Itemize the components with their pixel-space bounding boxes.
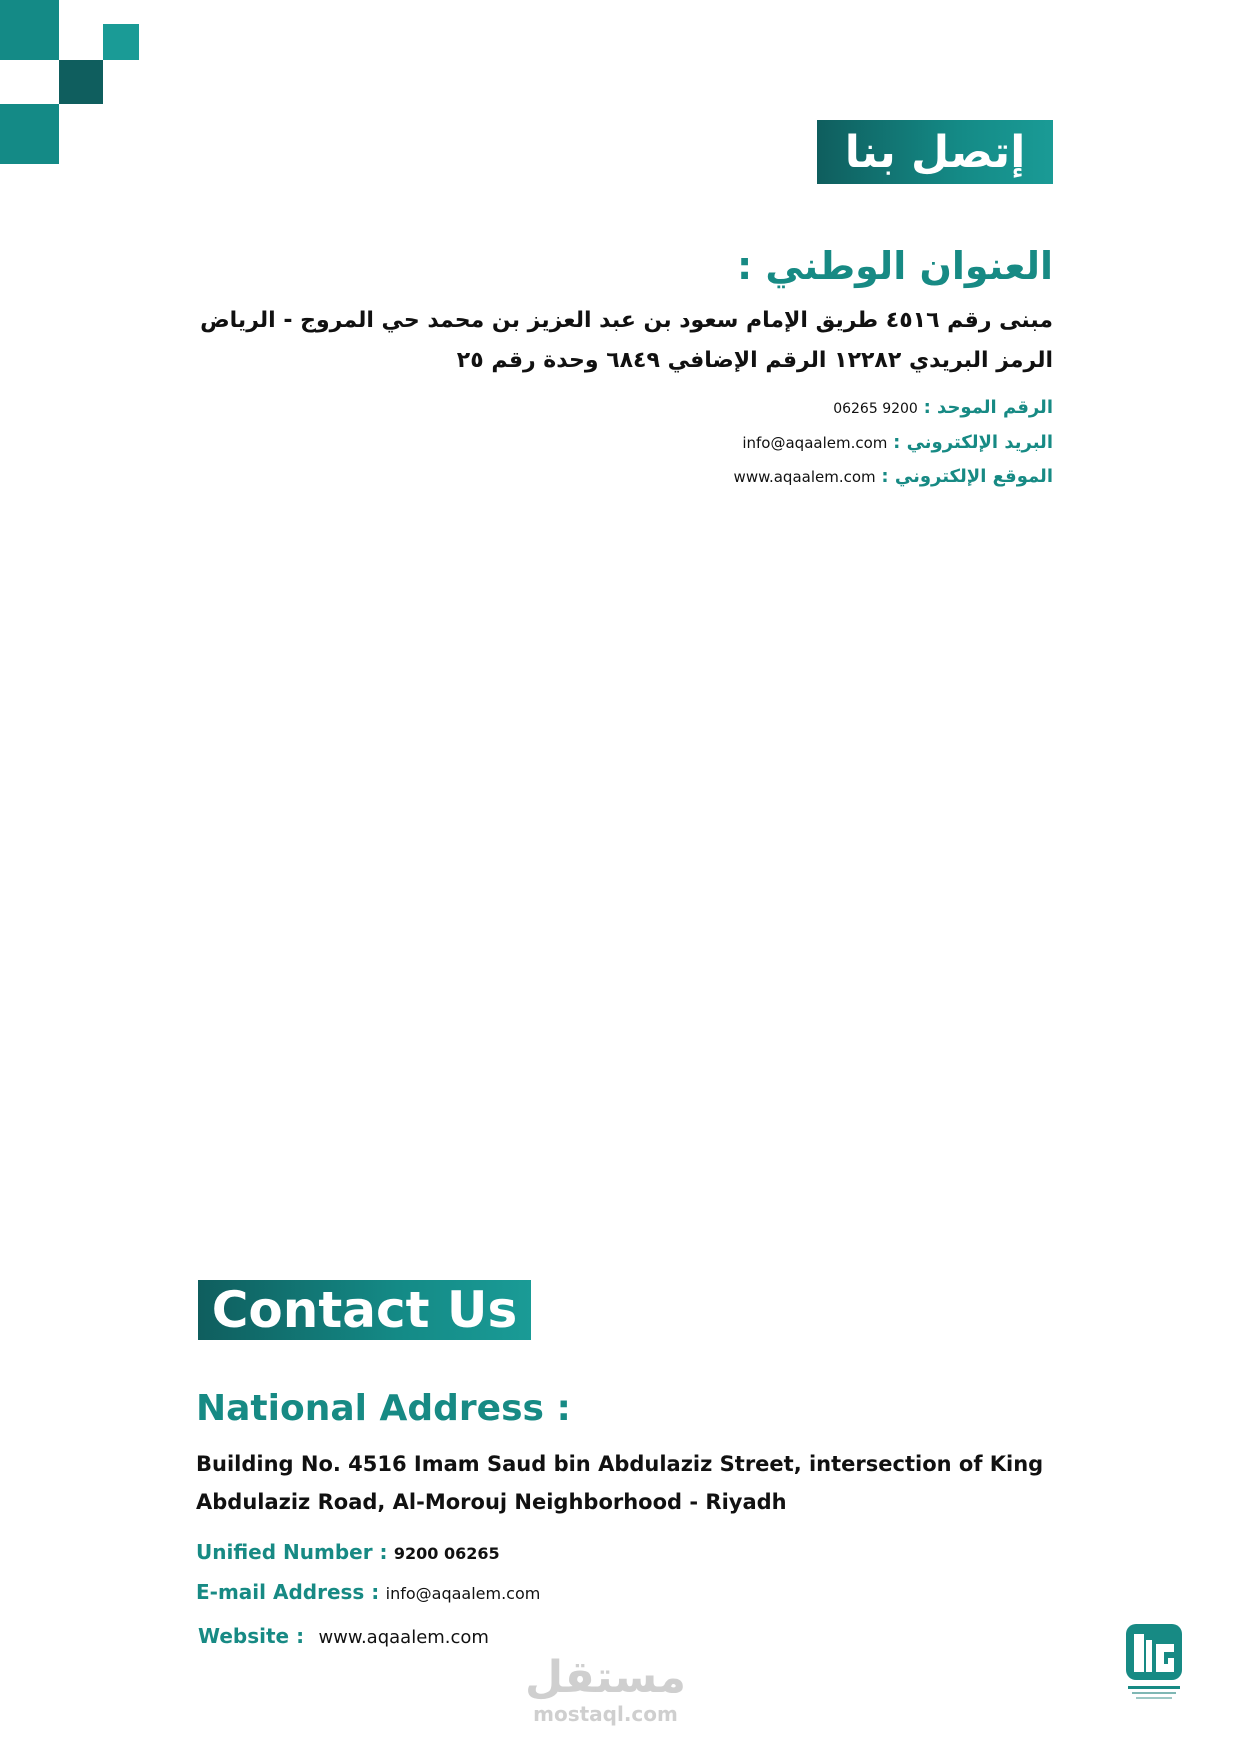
english-address-line-2: Abdulaziz Road, Al-Morouj Neighborhood - Riyadh — [196, 1490, 787, 1514]
english-title: Contact Us — [198, 1280, 531, 1340]
watermark-arabic: مستقل — [525, 1652, 686, 1703]
english-email-label: E-mail Address : — [196, 1580, 380, 1604]
arabic-website-value[interactable]: www.aqaalem.com — [733, 468, 876, 486]
watermark-latin: mostaql.com — [533, 1702, 678, 1726]
arabic-address-line-2: الرمز البريدي ١٢٢٨٢ الرقم الإضافي ٦٨٤٩ وحدة رقم ٢٥ — [456, 348, 1053, 373]
arabic-unified-row — [833, 397, 1053, 418]
english-address-line-1: Building No. 4516 Imam Saud bin Abdulaziz Street, intersection of King — [196, 1452, 1044, 1476]
english-website-label: Website : — [198, 1624, 305, 1648]
arabic-website-label: الموقع الإلكتروني : — [881, 466, 1053, 487]
pattern-square-2 — [103, 24, 139, 60]
english-email-value[interactable]: info@aqaalem.com — [385, 1584, 541, 1603]
arabic-address-heading: العنوان الوطني : — [736, 244, 1053, 288]
english-unified-label: Unified Number : — [196, 1540, 388, 1564]
english-website-row — [198, 1624, 489, 1648]
arabic-email-row — [742, 432, 1053, 453]
arabic-address-line-1: مبنى رقم ٤٥١٦ طريق الإمام سعود بن عبد العزيز بن محمد حي المروج - الرياض — [200, 308, 1053, 333]
arabic-title: إتصل بنا — [817, 120, 1053, 184]
english-address-heading: National Address : — [196, 1388, 571, 1429]
arabic-unified-value: 9200 06265 — [833, 401, 918, 417]
arabic-email-value[interactable]: info@aqaalem.com — [742, 434, 888, 452]
english-email-row — [196, 1580, 540, 1604]
pattern-square-4 — [0, 104, 59, 164]
arabic-unified-label: الرقم الموحد : — [923, 397, 1053, 418]
english-unified-value: 9200 06265 — [393, 1544, 500, 1563]
pattern-square-1 — [0, 0, 59, 60]
english-website-value[interactable]: www.aqaalem.com — [318, 1627, 489, 1648]
arabic-email-label: البريد الإلكتروني : — [893, 432, 1053, 453]
arabic-website-row — [734, 466, 1053, 487]
english-unified-row — [196, 1540, 500, 1564]
company-logo-icon — [1124, 1622, 1184, 1704]
pattern-square-3 — [59, 60, 103, 104]
